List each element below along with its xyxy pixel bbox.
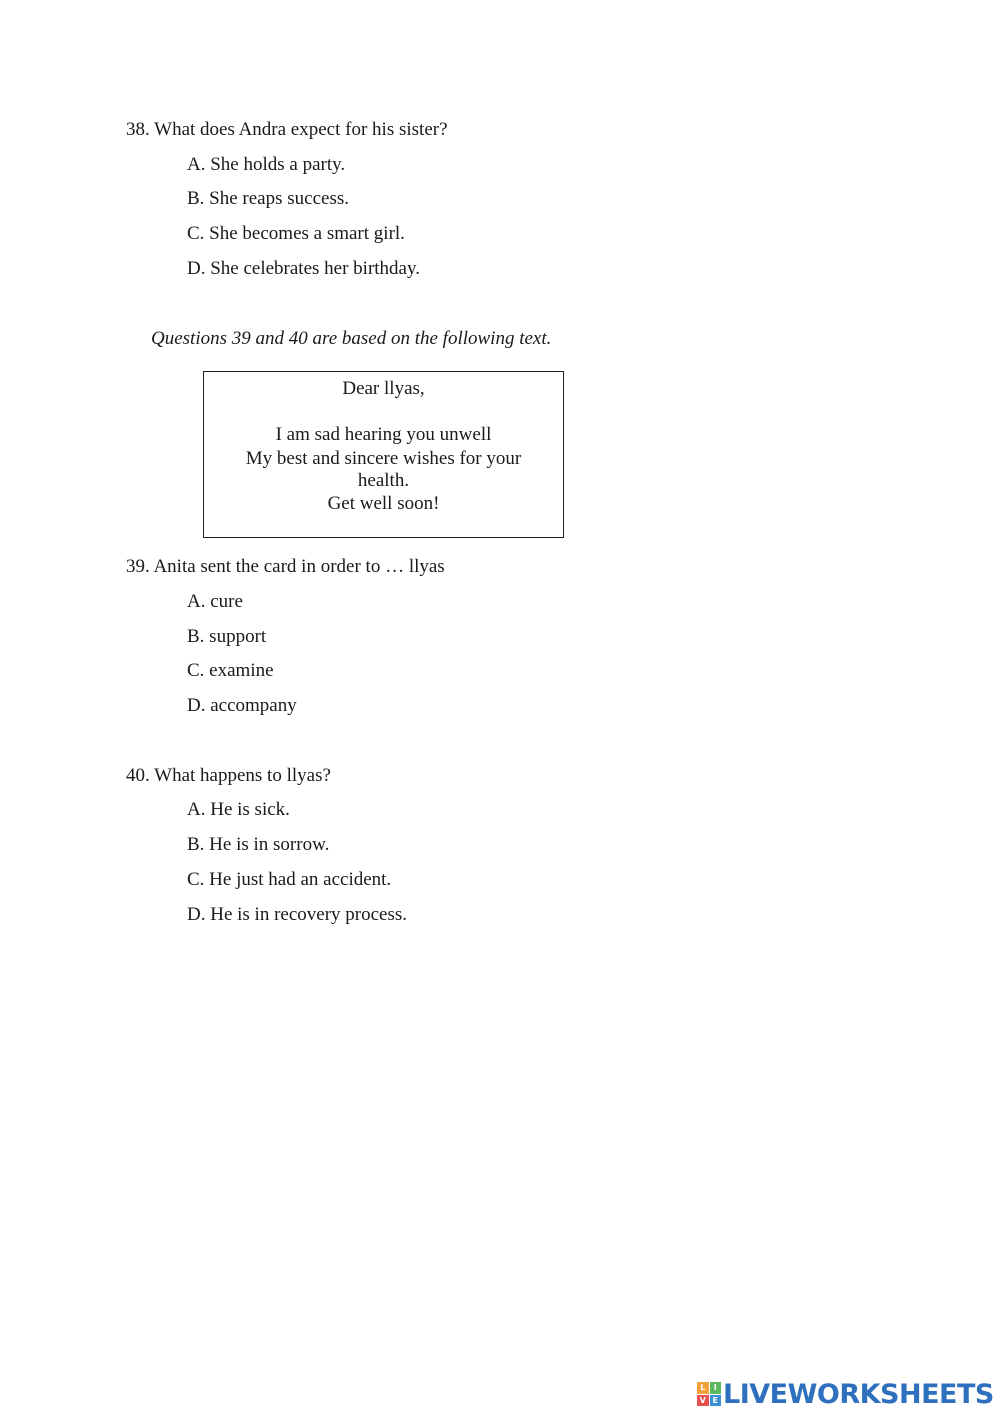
card-greeting: Dear llyas, [342, 378, 425, 399]
option-38-d: D. She celebrates her birthday. [187, 258, 421, 279]
option-40-d: D. He is in recovery process. [187, 904, 408, 925]
card-line: My best and sincere wishes for your [245, 448, 522, 469]
logo-letter: L [697, 1382, 709, 1394]
option-40-b: B. He is in sorrow. [187, 834, 330, 855]
option-40-a: A. He is sick. [187, 799, 290, 820]
brand-name: LIVEWORKSHEETS [723, 1378, 994, 1410]
passage-intro: Questions 39 and 40 are based on the following text. [151, 328, 552, 349]
liveworksheets-logo-icon [697, 1382, 721, 1406]
option-39-c: C. examine [187, 660, 274, 681]
option-39-d: D. accompany [187, 695, 297, 716]
question-39: 39. Anita sent the card in order to … llyas [126, 556, 445, 577]
card-line: health. [357, 470, 410, 491]
option-39-a: A. cure [187, 591, 243, 612]
greeting-card [203, 371, 564, 538]
liveworksheets-logo[interactable] [697, 1377, 994, 1411]
card-line: Get well soon! [327, 493, 440, 514]
logo-letter: E [710, 1395, 722, 1407]
option-39-b: B. support [187, 626, 267, 647]
option-38-c: C. She becomes a smart girl. [187, 223, 405, 244]
logo-letter: I [710, 1382, 722, 1394]
question-38: 38. What does Andra expect for his sister? [126, 119, 448, 140]
option-38-b: B. She reaps success. [187, 188, 349, 209]
option-40-c: C. He just had an accident. [187, 869, 392, 890]
question-40: 40. What happens to llyas? [126, 765, 331, 786]
card-line: I am sad hearing you unwell [275, 424, 492, 445]
logo-letter: V [697, 1395, 709, 1407]
option-38-a: A. She holds a party. [187, 154, 346, 175]
